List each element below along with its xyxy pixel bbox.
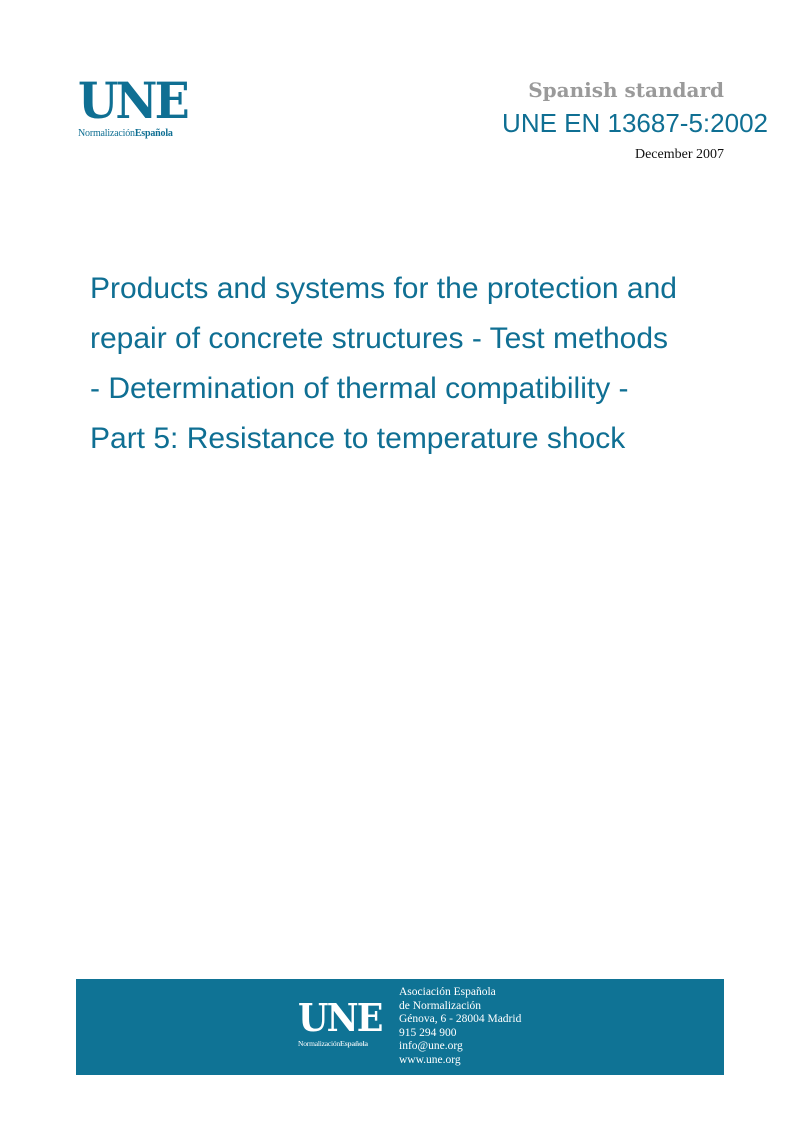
title-line-3: - Determination of thermal compatibility - bbox=[90, 372, 629, 405]
footer-logo-subtitle bbox=[298, 1039, 389, 1048]
org-phone: 915 294 900 bbox=[399, 1026, 457, 1039]
standard-date: December 2007 bbox=[634, 147, 724, 162]
org-name-line-1: Asociación Española bbox=[399, 986, 496, 998]
footer-contact-info bbox=[399, 986, 521, 1068]
title-line-1: Products and systems for the protection and bbox=[90, 272, 677, 305]
org-email[interactable]: info@une.org bbox=[399, 1040, 463, 1053]
title-line-4: Part 5: Resistance to temperature shock bbox=[90, 422, 626, 455]
title-line-2: repair of concrete structures - Test methods bbox=[90, 322, 669, 355]
standard-code: UNE EN 13687-5:2002 bbox=[502, 108, 768, 138]
logo-sub-normalizacion: Normalización bbox=[78, 128, 135, 139]
footer-logo bbox=[298, 995, 389, 1048]
footer-logo-sub-espanola: Española bbox=[339, 1039, 368, 1048]
standard-header bbox=[502, 78, 768, 163]
une-logo bbox=[78, 71, 198, 139]
org-address: Génova, 6 - 28004 Madrid bbox=[399, 1013, 522, 1026]
footer-logo-sub-normalizacion: Normalización bbox=[298, 1039, 340, 1048]
org-website[interactable]: www.une.org bbox=[399, 1053, 461, 1066]
document-title bbox=[90, 264, 740, 464]
logo-sub-espanola: Española bbox=[134, 128, 173, 139]
une-logo-mark: UNE bbox=[78, 71, 187, 130]
footer-logo-mark: UNE bbox=[298, 995, 382, 1040]
org-name-line-2: de Normalización bbox=[399, 999, 482, 1012]
standard-type: Spanish standard bbox=[528, 78, 724, 102]
footer-banner bbox=[76, 979, 724, 1075]
